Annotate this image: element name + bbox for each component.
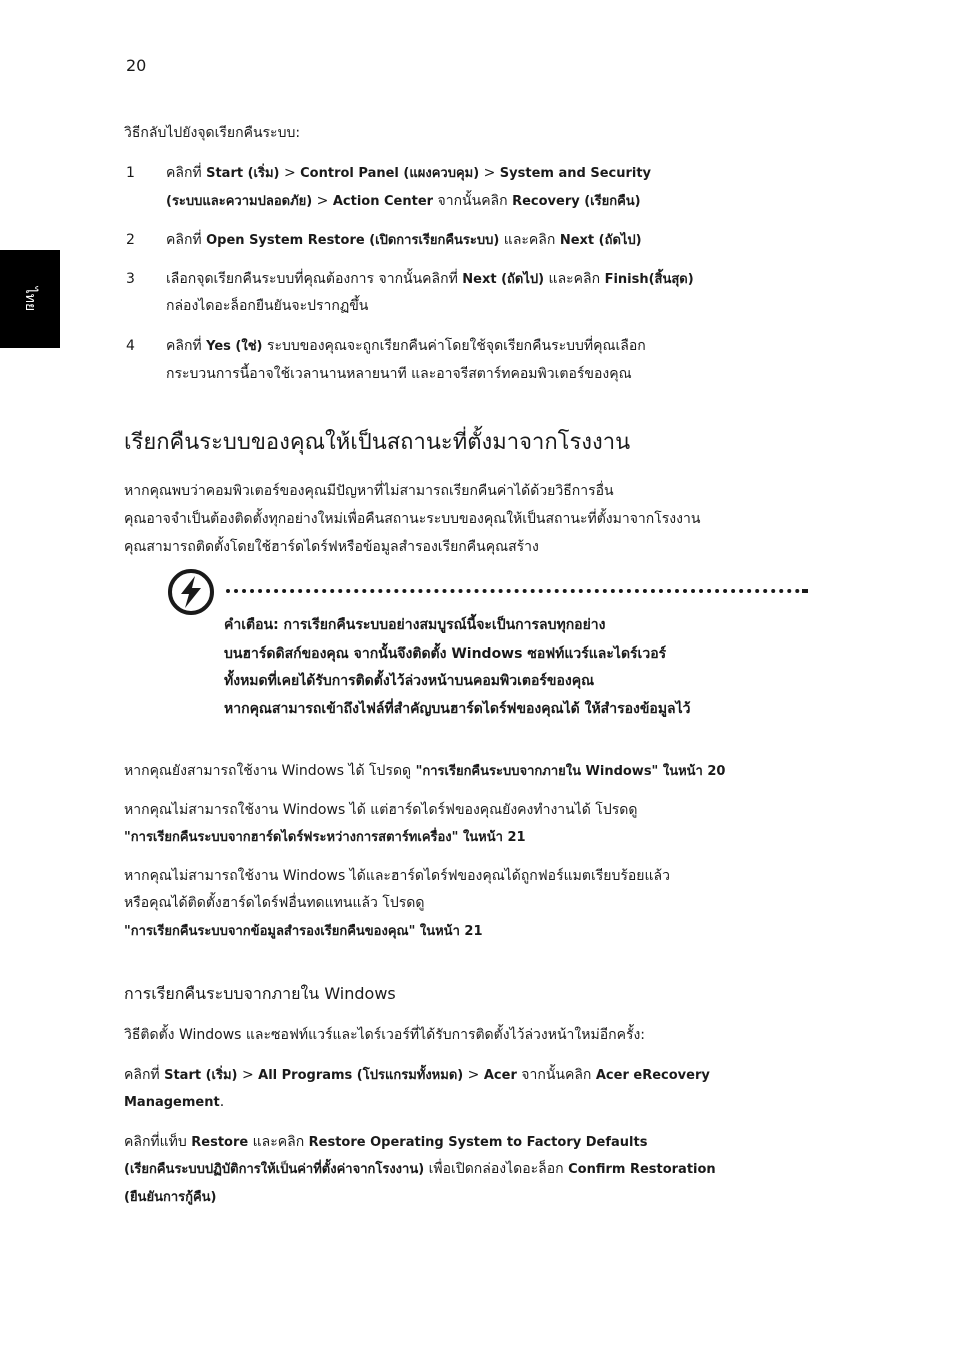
text: และคลิก bbox=[499, 232, 560, 248]
warning-line: ทั้งหมดที่เคยได้รับการติดตั้งไว้ล่วงหน้าบนคอมพิวเตอร์ของคุณ bbox=[224, 673, 595, 689]
system-security-ref: System and Security bbox=[499, 166, 652, 181]
text: คลิกที่ bbox=[166, 165, 207, 181]
text: หากคุณยังสามารถใช้งาน Windows ได้ โปรดดู bbox=[124, 763, 416, 779]
separator: > bbox=[463, 1067, 484, 1083]
language-tab-label: ไทย bbox=[22, 286, 38, 312]
restore-os-th-ref: (เรียกคืนระบบปฏิบัติการให้เป็นค่าที่ตั้งค่าจากโรงงาน) bbox=[124, 1162, 425, 1177]
step-3-line-2: กล่องไดอะล็อกยืนยันจะปรากฏขึ้น bbox=[166, 298, 369, 314]
control-panel-ref: Control Panel (แผงควบคุม) bbox=[300, 166, 480, 181]
ref-3-line-3 bbox=[124, 917, 482, 946]
confirm-restoration-th-ref: (ยืนยันการกู้คืน) bbox=[124, 1190, 217, 1205]
step-1-line-1 bbox=[166, 159, 651, 188]
ref-link-backup-restore[interactable]: "การเรียกคืนระบบจากข้อมูลสำรองเรียกคืนของคุณ" ในหน้า 21 bbox=[124, 924, 483, 939]
subsection-intro: วิธีติดตั้ง Windows และซอฟท์แวร์และไดร์เวอร์ที่ได้รับการติดตั้งไว้ล่วงหน้าใหม่อีกครั้ง: bbox=[124, 1027, 646, 1043]
section-heading: เรียกคืนระบบของคุณให้เป็นสถานะที่ตั้งมาจากโรงงาน bbox=[124, 430, 631, 455]
ref-3-line-1: หากคุณไม่สามารถใช้งาน Windows ได้และฮาร์ดไดร์ฟของคุณได้ถูกฟอร์แมตเรียบร้อยแล้ว bbox=[124, 868, 670, 884]
step-4-line-1 bbox=[166, 332, 646, 361]
text: ระบบของคุณจะถูกเรียกคืนค่าโดยใช้จุดเรียกคืนระบบที่คุณเลือก bbox=[262, 338, 646, 354]
step-number: 4 bbox=[126, 338, 135, 354]
all-programs-ref: All Programs (โปรแกรมทั้งหมด) bbox=[258, 1068, 464, 1083]
text: และคลิก bbox=[248, 1134, 309, 1150]
subsection-p2-line-2 bbox=[124, 1155, 716, 1184]
acer-erecovery-ref: Acer eRecovery bbox=[595, 1068, 710, 1083]
ref-link-hdd-restore[interactable]: "การเรียกคืนระบบจากฮาร์ดไดร์ฟระหว่างการสตาร์ทเครื่อง" ในหน้า 21 bbox=[124, 830, 526, 845]
text: . bbox=[219, 1094, 225, 1110]
confirm-restoration-ref: Confirm Restoration bbox=[568, 1162, 716, 1177]
step-3-line-1 bbox=[166, 265, 694, 294]
step-1-line-2 bbox=[166, 187, 641, 216]
restore-intro: วิธีกลับไปยังจุดเรียกคืนระบบ: bbox=[124, 125, 301, 141]
subsection-heading: การเรียกคืนระบบจากภายใน Windows bbox=[124, 984, 396, 1003]
subsection-p2-line-3 bbox=[124, 1183, 217, 1212]
text: และคลิก bbox=[544, 271, 605, 287]
restore-tab-ref: Restore bbox=[191, 1135, 249, 1150]
acer-ref: Acer bbox=[483, 1068, 517, 1083]
page-number: 20 bbox=[126, 56, 147, 75]
management-ref: Management bbox=[124, 1095, 220, 1110]
start-menu-ref: Start (เริ่ม) bbox=[164, 1068, 238, 1083]
warning-divider-end bbox=[802, 589, 808, 593]
open-system-restore-ref: Open System Restore (เปิดการเรียกคืนระบบ) bbox=[206, 233, 500, 248]
next-ref: Next (ถัดไป) bbox=[559, 233, 642, 248]
text: คลิกที่แท็บ bbox=[124, 1134, 192, 1150]
step-2-line-1 bbox=[166, 226, 642, 255]
subsection-p1-line-2 bbox=[124, 1088, 224, 1117]
warning-line: คำเตือน: การเรียกคืนระบบอย่างสมบูรณ์นี้จะเป็นการลบทุกอย่าง bbox=[224, 617, 606, 633]
step-number: 2 bbox=[126, 232, 135, 248]
action-center-ref: Action Center bbox=[332, 194, 434, 209]
separator: > bbox=[479, 165, 500, 181]
step-number: 3 bbox=[126, 271, 135, 287]
ref-1-line-1 bbox=[124, 757, 725, 786]
separator: > bbox=[279, 165, 301, 181]
warning-divider bbox=[226, 589, 808, 593]
step-4-line-2: กระบวนการนี้อาจใช้เวลานานหลายนาที และอาจรีสตาร์ทคอมพิวเตอร์ของคุณ bbox=[166, 366, 632, 382]
finish-ref: Finish(สิ้นสุด) bbox=[604, 272, 694, 287]
separator: > bbox=[312, 193, 333, 209]
yes-ref: Yes (ใช่) bbox=[206, 339, 263, 354]
warning-line: บนฮาร์ดดิสก์ของคุณ จากนั้นจึงติดตั้ง Windows ซอฟท์แวร์และไดร์เวอร์ bbox=[224, 646, 667, 662]
recovery-ref: Recovery (เรียกคืน) bbox=[512, 194, 641, 209]
text: เพื่อเปิดกล่องไดอะล็อก bbox=[424, 1161, 569, 1177]
warning-lightning-icon bbox=[168, 569, 214, 615]
separator: > bbox=[237, 1067, 259, 1083]
start-menu-ref: Start (เริ่ม) bbox=[206, 166, 280, 181]
subsection-p1-line-1 bbox=[124, 1061, 710, 1090]
text: คลิกที่ bbox=[166, 232, 207, 248]
next-ref: Next (ถัดไป) bbox=[462, 272, 545, 287]
ref-link-windows-restore[interactable]: "การเรียกคืนระบบจากภายใน Windows" ในหน้า 20 bbox=[415, 764, 726, 779]
text: จากนั้นคลิก bbox=[433, 193, 513, 209]
ref-2-line-2 bbox=[124, 823, 526, 852]
text: คลิกที่ bbox=[166, 338, 207, 354]
restore-os-ref: Restore Operating System to Factory Defaults bbox=[308, 1135, 648, 1150]
ref-3-line-2: หรือคุณได้ติดตั้งฮาร์ดไดร์ฟอื่นทดแทนแล้ว โปรดดู bbox=[124, 895, 425, 911]
step-number: 1 bbox=[126, 165, 135, 181]
warning-line: หากคุณสามารถเข้าถึงไฟล์ที่สำคัญบนฮาร์ดไดร์ฟของคุณได้ ให้สำรองข้อมูลไว้ bbox=[224, 701, 691, 717]
text: คลิกที่ bbox=[124, 1067, 165, 1083]
ref-2-line-1: หากคุณไม่สามารถใช้งาน Windows ได้ แต่ฮาร์ดไดร์ฟของคุณยังคงทำงานได้ โปรดดู bbox=[124, 802, 638, 818]
system-security-th-ref: (ระบบและความปลอดภัย) bbox=[166, 194, 313, 209]
subsection-p2-line-1 bbox=[124, 1128, 647, 1157]
section-para-line: หากคุณพบว่าคอมพิวเตอร์ของคุณมีปัญหาที่ไม่สามารถเรียกคืนค่าได้ด้วยวิธีการอื่น bbox=[124, 483, 614, 499]
language-side-tab bbox=[0, 250, 60, 348]
text: เลือกจุดเรียกคืนระบบที่คุณต้องการ จากนั้นคลิกที่ bbox=[166, 271, 463, 287]
text: จากนั้นคลิก bbox=[516, 1067, 596, 1083]
section-para-line: คุณอาจจำเป็นต้องติดตั้งทุกอย่างใหม่เพื่อคืนสถานะระบบของคุณให้เป็นสถานะที่ตั้งมาจากโรงงาน bbox=[124, 511, 701, 527]
section-para-line: คุณสามารถติดตั้งโดยใช้ฮาร์ดไดร์ฟหรือข้อมูลสำรองเรียกคืนคุณสร้าง bbox=[124, 539, 539, 555]
